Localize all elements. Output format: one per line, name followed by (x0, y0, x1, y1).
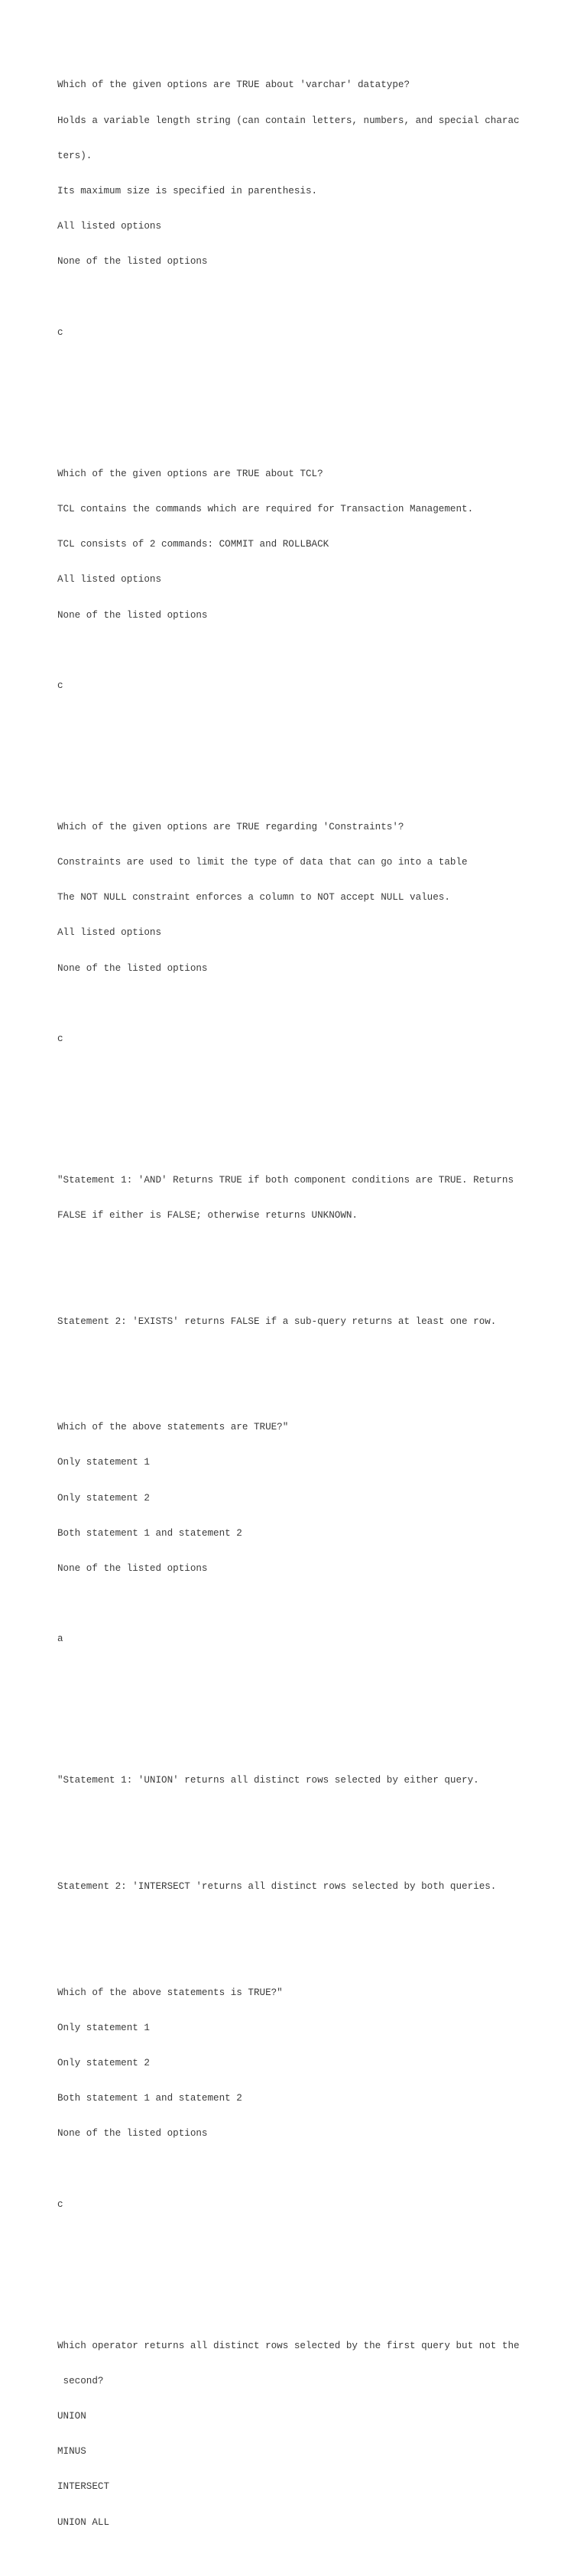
option-text: None of the listed options (57, 609, 208, 621)
option-text: Only statement 1 (57, 1457, 150, 1468)
option-text: All listed options (57, 927, 162, 939)
option-text: None of the listed options (57, 962, 208, 974)
option-text: UNION ALL (57, 2516, 110, 2528)
option-text: None of the listed options (57, 256, 208, 268)
option-text: TCL contains the commands which are required for Transaction Management. (57, 503, 474, 514)
option-text: Only statement 1 (57, 2022, 150, 2033)
option-text-continued: ters). (57, 150, 92, 161)
question-block-2 (57, 445, 524, 751)
option-text: Only statement 2 (57, 2057, 150, 2068)
option-text: Constraints are used to limit the type of data that can go into a table (57, 856, 468, 868)
statement-1-text: "Statement 1: 'AND' Returns TRUE if both component conditions are TRUE. Returns (57, 1174, 514, 1186)
option-text: Only statement 2 (57, 1492, 150, 1504)
question-text: Which of the above statements is TRUE?" (57, 1987, 283, 1998)
option-text: INTERSECT (57, 2481, 110, 2493)
option-text: Holds a variable length string (can contain letters, numbers, and special charac (57, 115, 520, 126)
answer-key: c (57, 680, 63, 691)
question-text: Which of the given options are TRUE about 'varchar' datatype? (57, 79, 410, 91)
option-text: TCL consists of 2 commands: COMMIT and ROLLBACK (57, 539, 329, 550)
question-text: Which of the above statements are TRUE?" (57, 1422, 289, 1433)
option-text: Both statement 1 and statement 2 (57, 2093, 242, 2104)
option-text: Both statement 1 and statement 2 (57, 1527, 242, 1539)
question-block-5 (57, 1752, 524, 2270)
question-text-continued: second? (57, 2375, 104, 2386)
question-text: Which operator returns all distinct rows selected by the first query but not the (57, 2340, 520, 2351)
option-text: MINUS (57, 2446, 86, 2458)
question-block-6 (57, 2317, 524, 2552)
statement-1-text: "Statement 1: 'UNION' returns all distinct rows selected by either query. (57, 1775, 479, 1786)
statement-2-text: Statement 2: 'EXISTS' returns FALSE if a sub-query returns at least one row. (57, 1316, 497, 1327)
option-text: UNION (57, 2411, 86, 2422)
option-text: All listed options (57, 574, 162, 586)
statement-2-text: Statement 2: 'INTERSECT 'returns all distinct rows selected by both queries. (57, 1880, 497, 1892)
option-text: The NOT NULL constraint enforces a column to NOT accept NULL values. (57, 892, 450, 904)
question-text: Which of the given options are TRUE regarding 'Constraints'? (57, 821, 404, 832)
statement-1-text-continued: FALSE if either is FALSE; otherwise returns UNKNOWN. (57, 1210, 358, 1221)
question-block-1 (57, 57, 524, 398)
question-block-4 (57, 1151, 524, 1705)
option-text: All listed options (57, 221, 162, 232)
option-text: None of the listed options (57, 2128, 208, 2140)
answer-key: c (57, 2198, 63, 2210)
option-text: None of the listed options (57, 1563, 208, 1575)
answer-key: c (57, 326, 63, 338)
answer-key: a (57, 1634, 63, 1645)
document-body (57, 9, 524, 2576)
question-block-3 (57, 798, 524, 1104)
option-text: Its maximum size is specified in parenthesis. (57, 186, 318, 197)
answer-key: c (57, 1033, 63, 1044)
question-text: Which of the given options are TRUE about TCL? (57, 468, 323, 479)
